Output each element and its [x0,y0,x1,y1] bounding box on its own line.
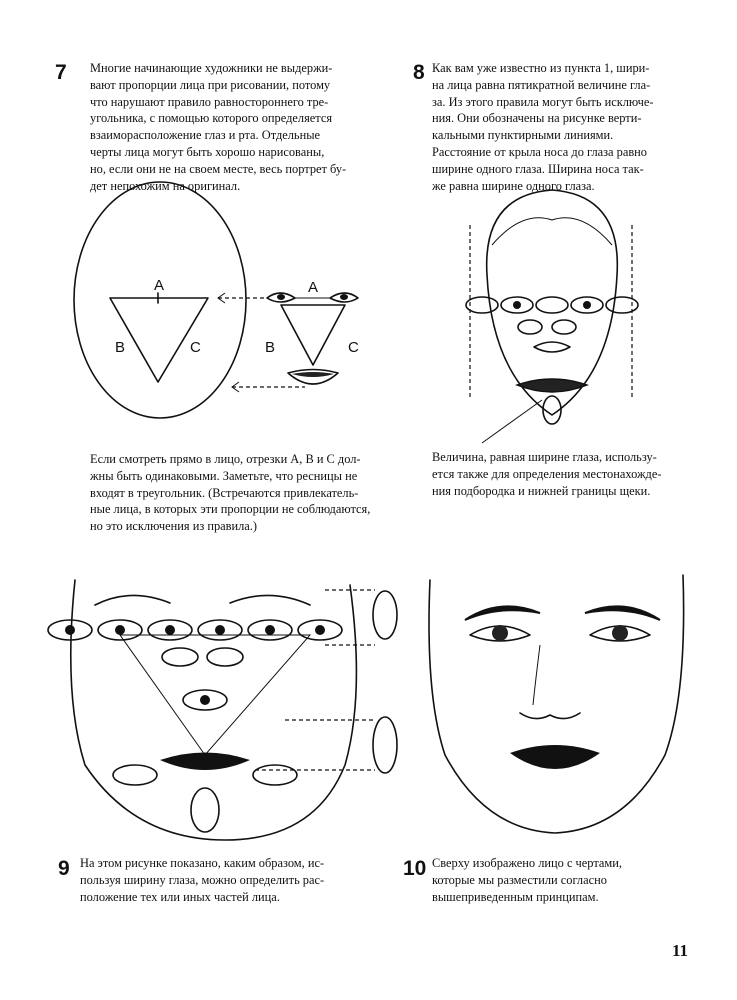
nose-icon [534,342,570,352]
eye-icon [536,297,568,313]
text-line: угольника, с помощью которого определяется [90,111,333,126]
label-c: C [190,339,201,356]
figure-10-drawing [425,575,695,840]
text-line: ширине одного глаза. Ширина носа так- [432,161,644,176]
text-line: кальными пунктирными линиями. [432,128,614,143]
text-line: дет непохожим на оригинал. [90,178,241,193]
nose-bridge [533,645,540,705]
page-number: 11 [672,941,689,960]
label-a: A [154,277,165,294]
eye-icon [606,297,638,313]
text-line: вают пропорции лица при рисовании, потому [90,77,331,92]
label-c: C [348,339,359,356]
text-line: положение тех или иных частей лица. [80,889,280,904]
section-number-7: 7 [55,61,67,84]
figure-9-diagram [45,575,405,845]
text-line: ния. Они обозначены на рисунке верти- [432,111,642,126]
mouth-icon [160,753,250,771]
caption-line: ется также для определения местонахожде- [432,466,662,481]
pupil-icon [65,625,75,635]
profile-eye-icon [373,591,397,639]
pupil-icon [492,625,508,641]
pupil-icon [315,625,325,635]
eye-icon [162,648,198,666]
text-line: же равна ширине одного глаза. [432,178,595,193]
text-line: но, если они не на своем месте, весь портрет бу- [90,161,347,176]
caption-line: но это исключения из правила.) [90,519,258,534]
label-a: A [308,279,319,296]
section-8-text [432,60,692,194]
caption-line: ные лица, в которых эти пропорции не соблюдаются, [90,502,371,517]
right-eyebrow [230,595,310,605]
mouth-icon [517,379,587,392]
label-b: B [115,339,126,356]
text-line: вышеприведенным принципам. [432,889,599,904]
text-line: Расстояние от крыла носа до глаза равно [432,144,648,159]
figure-8-diagram [462,185,642,440]
figure-7-caption [90,451,390,535]
left-eyebrow [95,595,170,605]
text-line: пользуя ширину глаза, можно определить рас- [80,872,325,887]
eye-icon [518,320,542,334]
text-line: на лица равна пятикратной величине гла- [432,77,651,92]
text-line: за. Из этого правила могут быть исключе- [432,94,654,109]
pupil-icon [165,625,175,635]
section-number-10: 10 [403,857,427,880]
nose-icon [520,713,580,719]
caption-line: Если смотреть прямо в лицо, отрезки A, B и C дол- [90,452,361,466]
eye-icon [253,765,297,785]
pointer-line [482,400,542,443]
section-9-text [80,855,400,905]
profile-eye-icon [373,717,397,773]
text-line: Как вам уже известно из пункта 1, шири- [432,61,650,75]
pupil-icon [215,625,225,635]
section-10-text [432,855,692,905]
figure-7-diagram [60,180,380,430]
left-eyebrow [465,606,540,620]
caption-line: Величина, равная ширине глаза, использу- [432,450,657,464]
eye-row [48,620,342,640]
feature-triangle [281,305,345,365]
text-line: На этом рисунке показано, каким образом, ис- [80,856,325,870]
pupil-icon [265,625,275,635]
pupil-icon [513,301,521,309]
pupil-icon [612,625,628,641]
eye-icon [552,320,576,334]
chin-eye-icon [191,788,219,832]
eye-icon [207,648,243,666]
eye-icon [466,297,498,313]
text-line: которые мы разместили согласно [432,872,607,887]
caption-line: ния подбородка и нижней границы щеки. [432,483,651,498]
section-number-8: 8 [413,61,425,84]
construction-triangle [120,635,310,755]
text-line: Многие начинающие художники не выдержи- [90,61,333,75]
section-7-text [90,60,390,194]
eye-icon [113,765,157,785]
caption-line: входят в треугольник. (Встречаются привлекатель- [90,485,359,500]
text-line: Сверху изображено лицо с чертами, [432,856,622,870]
pupil-icon [340,294,348,300]
mouth-icon [510,745,600,769]
lip-shading [292,372,334,377]
hairline [492,218,612,245]
label-b: B [265,339,276,356]
pupil-icon [115,625,125,635]
pupil-icon [200,695,210,705]
pupil-icon [583,301,591,309]
figure-8-caption [432,449,692,499]
text-line: черты лица могут быть хорошо нарисованы, [90,144,325,159]
text-line: что нарушают правило равностороннего тре- [90,94,329,109]
text-line: взаиморасположение глаз и рта. Отдельные [90,128,321,143]
right-eyebrow [585,606,660,620]
pupil-icon [277,294,285,300]
section-number-9: 9 [58,857,70,880]
caption-line: жны быть одинаковыми. Заметьте, что ресницы не [90,468,358,483]
